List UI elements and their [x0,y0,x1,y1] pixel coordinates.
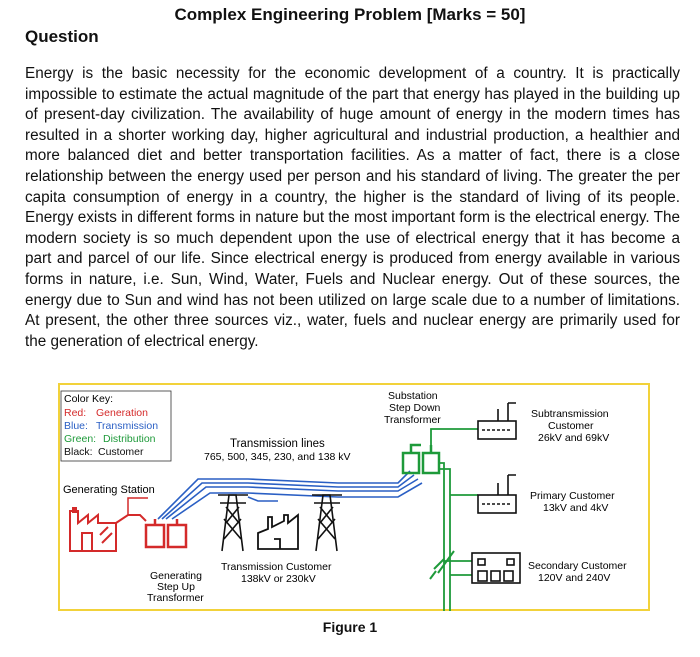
substation-label-2: Step Down [389,402,441,414]
power-system-diagram [58,383,650,611]
key-blue-label: Blue: [64,420,88,432]
gen-stepup-label-3: Transformer [147,592,204,604]
key-blue-value: Transmission [96,420,159,432]
gen-stepup-label-2: Step Up [157,581,195,593]
substation-label-1: Substation [388,390,438,402]
transmission-lines-label: Transmission lines [230,438,325,450]
key-black-value: Customer [98,446,144,458]
key-red-value: Generation [96,407,148,419]
secondary-label-2: 120V and 240V [538,572,611,584]
tx-customer-label-2: 138kV or 230kV [241,573,316,585]
chimney-icon [72,507,77,513]
key-red-label: Red: [64,407,87,419]
substation-label-3: Transformer [384,414,441,426]
key-black-label: Black: [64,446,93,458]
question-paragraph: Energy is the basic necessity for the economic development of a country. It is practically impossible to estimate the actual magnitude of the part that energy has played in the building up of present-day civilization. The availability of huge amount of energy in the modern times has resulted in a shorter working day, higher agricultural and industrial production, a healthier and more balanced diet and better transportation facilities. As a matter of fact, there is a close relationship between the energy used per person and his standard of living. The greater the per capita consumption of energy in a country, the higher is the standard of living of its people. Energy exists in different forms in nature but the most important form is the electrical energy. The modern society is so much dependent upon the use of electrical energy that it has become a part and parcel of our life. Since electrical energy is produced from energy available in various forms in nature, i.e. Sun, Wind, Water, Fuels and Nuclear energy. Out of these sources, the energy due to Sun and wind has not been utilized on large scale due to a number of limitations. At present, the other three sources viz., water, fuels and nuclear energy are primarily used for the generation of electrical energy. [25,65,680,350]
primary-label-2: 13kV and 4kV [543,502,609,514]
subtransmission-label-2: Customer [548,420,594,432]
page-title: Complex Engineering Problem [Marks = 50] [174,5,526,24]
gen-stepup-label-1: Generating [150,570,202,582]
primary-label-1: Primary Customer [530,490,615,502]
transmission-voltages-label: 765, 500, 345, 230, and 138 kV [204,451,351,463]
secondary-label-1: Secondary Customer [528,560,627,572]
power-system-figure [58,383,650,611]
subtransmission-label-1: Subtransmission [531,408,609,420]
generating-station-label: Generating Station [63,484,155,496]
color-key-title: Color Key: [64,393,114,405]
question-heading: Question [25,27,99,46]
subtransmission-label-3: 26kV and 69kV [538,432,610,444]
figure-caption: Figure 1 [322,619,378,635]
key-green-value: Distribution [103,433,156,445]
key-green-label: Green: [64,433,97,445]
tx-customer-label-1: Transmission Customer [221,561,332,573]
